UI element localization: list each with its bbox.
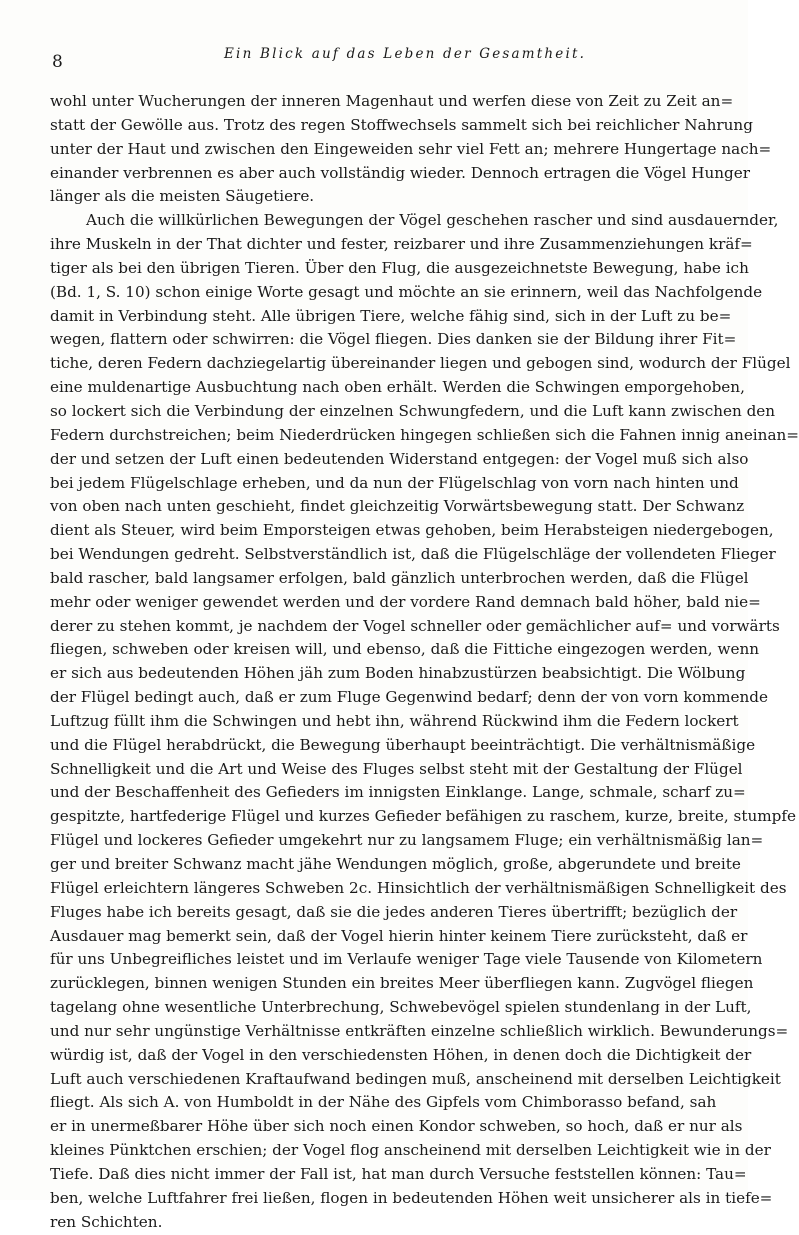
text-line: der und setzen der Luft einen bedeutenden Widerstand entgegen: der Vogel muß sich also (50, 449, 749, 468)
text-line: (Bd. 1, S. 10) schon einige Worte gesagt und möchte an sie erinnern, weil das Nachfolgende (50, 282, 763, 301)
text-line: dient als Steuer, wird beim Emporsteigen etwas gehoben, beim Herabsteigen niedergebogen, (50, 521, 774, 540)
text-line: gespitzte, hartfederige Flügel und kurzes Gefieder befähigen zu raschem, kurze, breite, stumpfe (50, 807, 796, 826)
text-line: Luftzug füllt ihm die Schwingen und hebt ihn, während Rückwind ihm die Federn lockert (50, 711, 739, 730)
text-line: kleines Pünktchen erschien; der Vogel flog anscheinend mit derselben Leichtigkeit wie in der (50, 1141, 771, 1160)
text-line: Tiefe. Daß dies nicht immer der Fall ist, hat man durch Versuche feststellen können: Tau= (50, 1164, 747, 1183)
text-line: und der Beschaffenheit des Gefieders im innigsten Einklange. Lange, schmale, scharf zu= (50, 783, 746, 802)
text-line: eine muldenartige Ausbuchtung nach oben erhält. Werden die Schwingen emporgehoben, (50, 378, 745, 397)
body-text (50, 90, 799, 1235)
text-line: Ausdauer mag bemerkt sein, daß der Vogel hierin hinter keinem Tiere zurücksteht, daß er (50, 926, 748, 945)
running-title: Ein Blick auf das Leben der Gesamtheit. (224, 46, 587, 62)
text-line: wohl unter Wucherungen der inneren Magenhaut und werfen diese von Zeit zu Zeit an= (50, 92, 734, 110)
text-line: unter der Haut und zwischen den Eingeweiden sehr viel Fett an; mehrere Hungertage nach= (50, 139, 772, 158)
page-header (52, 46, 712, 72)
text-line: bei Wendungen gedreht. Selbstverständlich ist, daß die Flügelschläge der vollendeten Flieger (50, 545, 776, 564)
text-line: zurücklegen, binnen wenigen Stunden ein breites Meer überfliegen kann. Zugvögel fliegen (50, 974, 754, 993)
text-line: ger und breiter Schwanz macht jähe Wendungen möglich, große, abgerundete und breite (50, 855, 741, 873)
page-number: 8 (52, 52, 64, 72)
text-line: wegen, flattern oder schwirren: die Vögel fliegen. Dies danken sie der Bildung ihrer Fit= (50, 330, 737, 349)
text-line: mehr oder weniger gewendet werden und der vordere Rand demnach bald höher, bald nie= (50, 592, 761, 611)
text-line: länger als die meisten Säugetiere. (50, 187, 315, 206)
text-line: tiche, deren Federn dachziegelartig übereinander liegen und gebogen sind, wodurch der Flügel (50, 354, 791, 373)
text-line: und nur sehr ungünstige Verhältnisse entkräften einzelne schließlich wirklich. Bewunderungs= (50, 1021, 789, 1040)
text-line: Schnelligkeit und die Art und Weise des Fluges selbst steht mit der Gestaltung der Flügel (50, 759, 743, 778)
text-line: Fluges habe ich bereits gesagt, daß sie die jedes anderen Tieres übertrifft; bezüglich der (50, 902, 738, 921)
text-line: würdig ist, daß der Vogel in den verschiedensten Höhen, in denen doch die Dichtigkeit der (50, 1045, 752, 1064)
text-line: bald rascher, bald langsamer erfolgen, bald gänzlich unterbrochen werden, daß die Flügel (50, 568, 749, 587)
text-line: für uns Unbegreifliches leistet und im Verlaufe weniger Tage viele Tausende von Kilometern (50, 950, 763, 969)
text-line: fliegt. Als sich A. von Humboldt in der Nähe des Gipfels vom Chimborasso befand, sah (50, 1093, 717, 1112)
text-line: so lockert sich die Verbindung der einzelnen Schwungfedern, und die Luft kann zwischen den (50, 401, 776, 420)
text-line: einander verbrennen es aber auch vollständig wieder. Dennoch ertragen die Vögel Hunger (50, 163, 750, 182)
text-line: er sich aus bedeutenden Höhen jäh zum Boden hinabzustürzen beabsichtigt. Die Wölbung (50, 664, 746, 683)
text-line: tagelang ohne wesentliche Unterbrechung, Schwebevögel spielen stundenlang in der Luft, (50, 998, 752, 1017)
text-line: und die Flügel herabdrückt, die Bewegung überhaupt beeinträchtigt. Die verhältnismäßige (50, 735, 756, 754)
text-line: damit in Verbindung steht. Alle übrigen Tiere, welche fähig sind, sich in der Luft zu be= (50, 306, 732, 325)
text-line: statt der Gewölle aus. Trotz des regen Stoffwechsels sammelt sich bei reichlicher Nahrung (50, 115, 753, 134)
text-line: ben, welche Luftfahrer frei ließen, flogen in bedeutenden Höhen weit unsicherer als in tiefe= (50, 1188, 773, 1207)
text-line: ren Schichten. (50, 1212, 163, 1231)
paragraph-first-line: Auch die willkürlichen Bewegungen der Vögel geschehen rascher und sind ausdauernder, (86, 211, 779, 230)
text-line: tiger als bei den übrigen Tieren. Über den Flug, die ausgezeichnetste Bewegung, habe ich (50, 258, 749, 277)
text-line: derer zu stehen kommt, je nachdem der Vogel schneller oder gemächlicher auf= und vorwärts (50, 616, 780, 635)
text-line: der Flügel bedingt auch, daß er zum Fluge Gegenwind bedarf; denn der von vorn kommende (50, 688, 768, 707)
text-line: Flügel und lockeres Gefieder umgekehrt nur zu langsamem Fluge; ein verhältnismäßig lan= (50, 831, 764, 850)
text-line: fliegen, schweben oder kreisen will, und ebenso, daß die Fittiche eingezogen werden, wenn (50, 640, 760, 659)
text-line: bei jedem Flügelschlage erheben, und da nun der Flügelschlag von vorn nach hinten und (50, 473, 739, 492)
text-line: er in unermeßbarer Höhe über sich noch einen Kondor schweben, so hoch, daß er nur als (50, 1117, 743, 1136)
text-line: ihre Muskeln in der That dichter und fester, reizbarer und ihre Zusammenziehungen kräf= (50, 235, 753, 254)
text-line: Federn durchstreichen; beim Niederdrücken hingegen schließen sich die Fahnen innig aneinan= (50, 425, 799, 444)
text-line: von oben nach unten geschieht, findet gleichzeitig Vorwärtsbewegung statt. Der Schwanz (50, 497, 745, 516)
text-line: Flügel erleichtern längeres Schweben 2c. Hinsichtlich der verhältnismäßigen Schnelligkeit des (50, 878, 787, 897)
text-line: Luft auch verschiedenen Kraftaufwand bedingen muß, anscheinend mit derselben Leichtigkeit (50, 1069, 781, 1088)
